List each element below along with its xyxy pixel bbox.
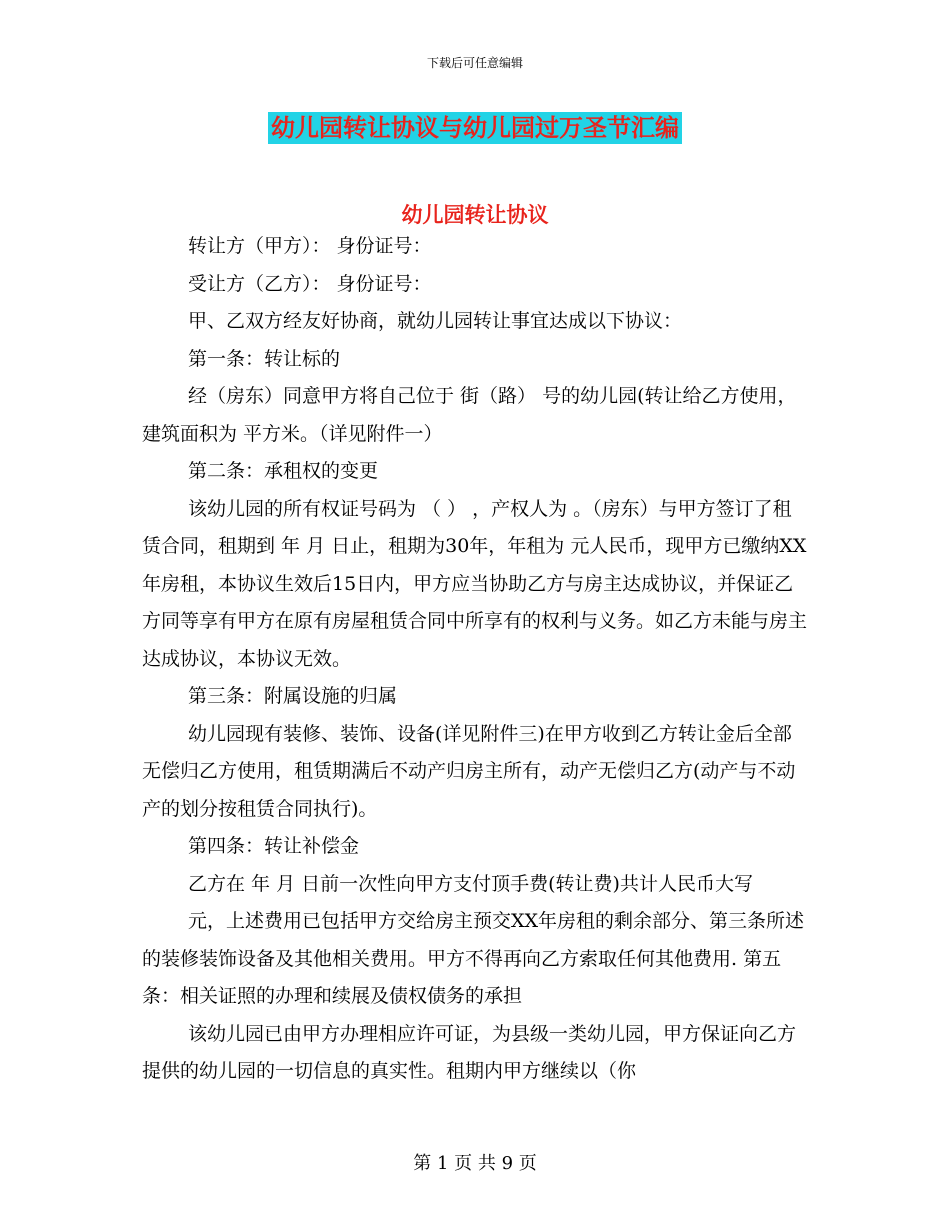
paragraph: 第三条：附属设施的归属 xyxy=(188,685,398,707)
page-footer: 第 1 页 共 9 页 xyxy=(413,1153,537,1174)
paragraph: 第四条：转让补偿金 xyxy=(188,835,360,857)
paragraph: 幼儿园现有装修、装饰、设备(详见附件三)在甲方收到乙方转让金后全部无偿归乙方使用，租赁期满后不动产归房主所有，动产无偿归乙方(动产与不动产的划分按租赁合同执行)。 xyxy=(142,722,796,820)
paragraph: 该幼儿园已由甲方办理相应许可证，为县级一类幼儿园，甲方保证向乙方提供的幼儿园的一切信息的真实性。租期内甲方继续以（你 xyxy=(142,1022,797,1082)
main-title: 幼儿园转让协议与幼儿园过万圣节汇编 xyxy=(268,112,682,144)
paragraph: 甲、乙双方经友好协商，就幼儿园转让事宜达成以下协议： xyxy=(188,310,683,332)
paragraph: 第一条：转让标的 xyxy=(188,347,341,370)
main-title-container xyxy=(0,112,950,144)
paragraph: 经（房东）同意甲方将自己位于 街（路） 号的幼儿园(转让给乙方使用，建筑面积为 平方米。（详见附件一） xyxy=(142,385,797,445)
paragraph: 元，上述费用已包括甲方交给房主预交XX年房租的剩余部分、第三条所述的装修装饰设备及其他相关费用。甲方不得再向乙方索取任何其他费用. 第五条：相关证照的办理和续展及债权债务的承担 xyxy=(142,910,805,1007)
section-title: 幼儿园转让协议 xyxy=(401,202,549,227)
page-header: 下载后可任意编辑 xyxy=(426,56,523,70)
paragraph: 第二条：承租权的变更 xyxy=(188,460,379,482)
paragraph: 受让方（乙方）： 身份证号： xyxy=(188,272,432,295)
document-body xyxy=(142,228,810,1091)
paragraph: 该幼儿园的所有权证号码为 （ ） ，产权人为 。（房东）与甲方签订了租赁合同，租期到 年 月 日止，租期为30年，年租为 元人民币，现甲方已缴纳XX年房租，本协议生效后15日内，甲方应当协助乙方与房主达成协议，并保证乙方同等享有甲方在原有房屋租赁合同中所享有的权利与义务。如乙方未能与房主达成协议，本协议无效。 xyxy=(142,497,808,670)
paragraph: 乙方在 年 月 日前一次性向甲方支付顶手费(转让费)共计人民币大写 xyxy=(188,872,753,895)
paragraph: 转让方（甲方）： 身份证号： xyxy=(188,235,432,257)
